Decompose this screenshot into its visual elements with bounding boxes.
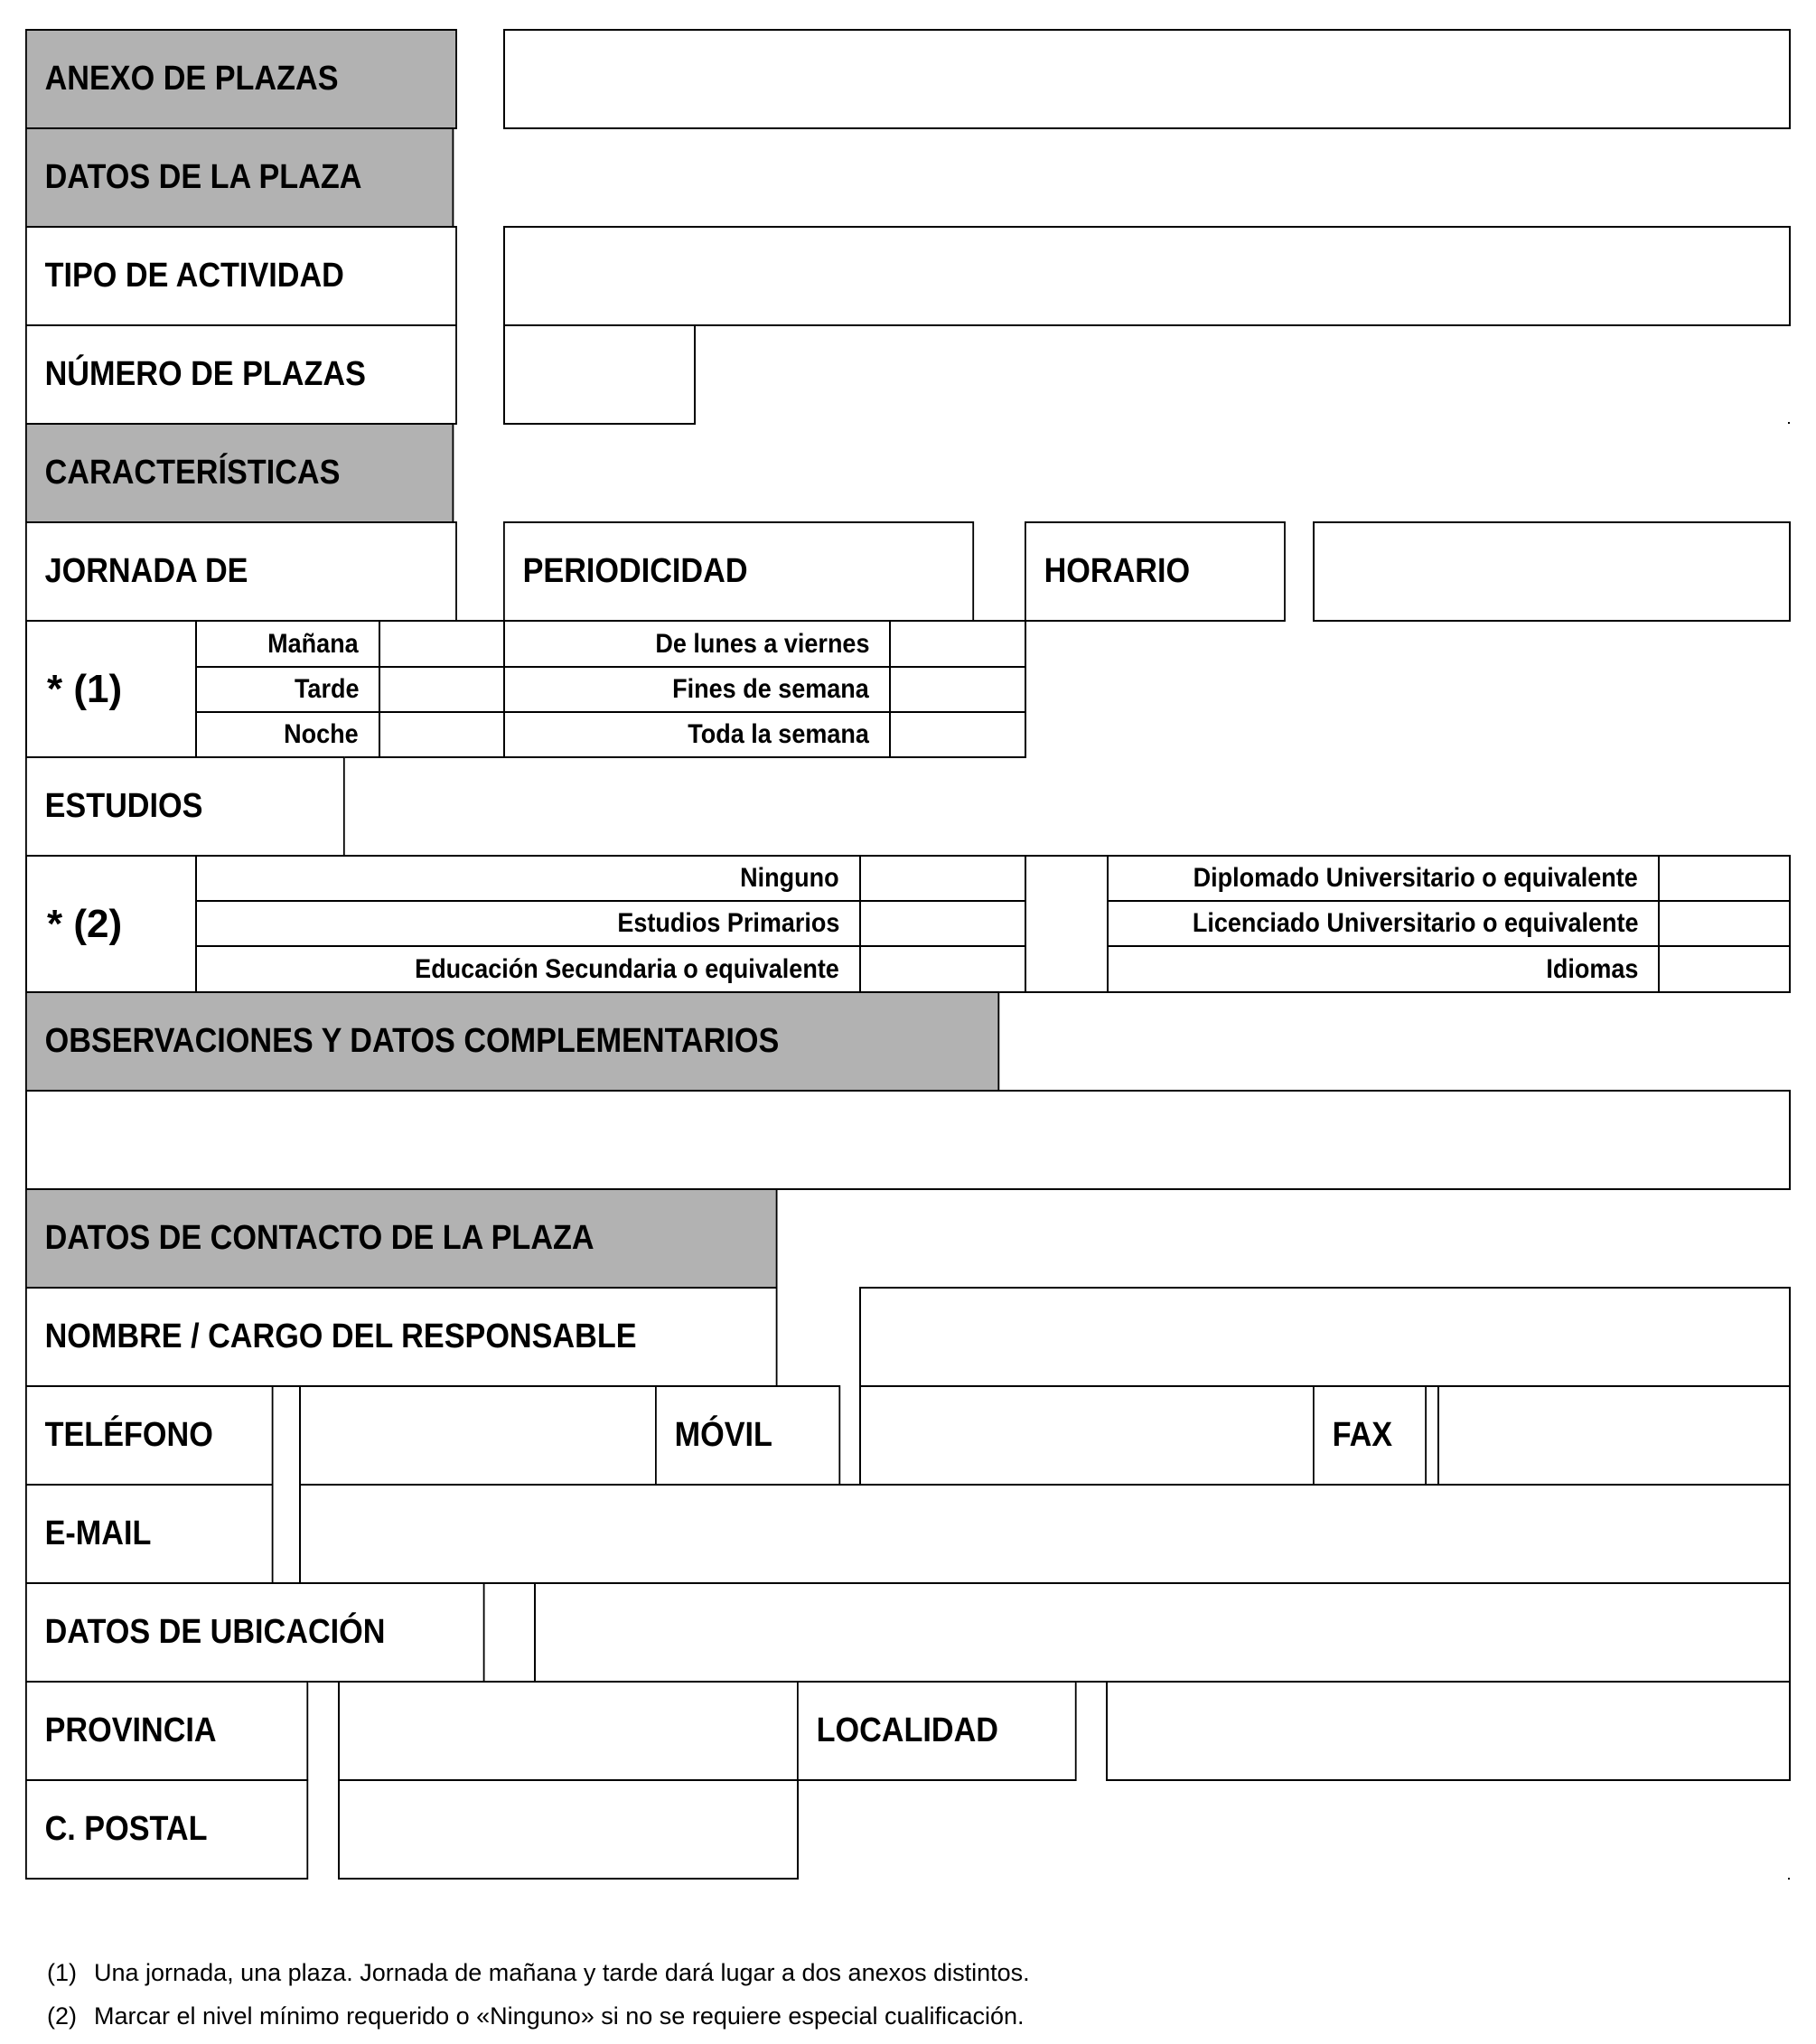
- section-plaza-heading: DATOS DE LA PLAZA: [25, 127, 454, 228]
- horario-label: HORARIO: [1025, 521, 1286, 622]
- numero-plazas-field[interactable]: [503, 324, 696, 425]
- periodicidad-option-fines-semana: Fines de semana: [503, 666, 891, 713]
- horario-field[interactable]: [1313, 521, 1791, 622]
- estudios-checkbox-secundaria[interactable]: [859, 945, 1026, 993]
- footnote-2: [47, 2002, 1025, 2030]
- caracteristicas-heading: CARACTERÍSTICAS: [25, 423, 454, 523]
- ubicacion-field[interactable]: [534, 1582, 1791, 1683]
- jornada-label: JORNADA DE: [25, 521, 457, 622]
- periodicidad-option-lunes-viernes: De lunes a viernes: [503, 620, 891, 668]
- fax-field[interactable]: [1437, 1385, 1791, 1486]
- periodicidad-checkbox-lunes-viernes[interactable]: [889, 620, 1026, 668]
- provincia-field[interactable]: [338, 1681, 799, 1781]
- estudios-option-secundaria: Educación Secundaria o equivalente: [195, 945, 861, 993]
- estudios-option-primarios: Estudios Primarios: [195, 900, 861, 947]
- estudios-checkbox-ninguno[interactable]: [859, 855, 1026, 902]
- footnote-text: Una jornada, una plaza. Jornada de mañana y tarde dará lugar a dos anexos distintos.: [94, 1959, 1030, 1986]
- movil-field[interactable]: [859, 1385, 1315, 1486]
- form-title-field[interactable]: [503, 29, 1791, 129]
- footnote-1: [47, 1959, 1030, 1987]
- footnote-marker: (2): [47, 2002, 77, 2030]
- estudios-option-idiomas: Idiomas: [1107, 945, 1660, 993]
- numero-plazas-label: NÚMERO DE PLAZAS: [25, 324, 457, 425]
- estudios-label: ESTUDIOS: [25, 756, 345, 857]
- movil-label: MÓVIL: [655, 1385, 840, 1486]
- telefono-label: TELÉFONO: [25, 1385, 274, 1486]
- responsable-field[interactable]: [859, 1287, 1791, 1387]
- jornada-checkbox-noche[interactable]: [379, 711, 505, 758]
- footnote-marker: (1): [47, 1959, 77, 1986]
- estudios-checkbox-licenciado[interactable]: [1658, 900, 1791, 947]
- telefono-field[interactable]: [299, 1385, 657, 1486]
- note-marker-2: * (2): [25, 855, 197, 993]
- jornada-checkbox-tarde[interactable]: [379, 666, 505, 713]
- estudios-checkbox-idiomas[interactable]: [1658, 945, 1791, 993]
- form-title: ANEXO DE PLAZAS: [25, 29, 457, 129]
- contacto-heading: DATOS DE CONTACTO DE LA PLAZA: [25, 1188, 778, 1289]
- estudios-checkbox-diplomado[interactable]: [1658, 855, 1791, 902]
- corner-mark: [1788, 1878, 1790, 1880]
- ubicacion-heading: DATOS DE UBICACIÓN: [25, 1582, 485, 1683]
- estudios-option-ninguno: Ninguno: [195, 855, 861, 902]
- jornada-option-manana: Mañana: [195, 620, 380, 668]
- email-field[interactable]: [299, 1484, 1791, 1584]
- periodicidad-label: PERIODICIDAD: [503, 521, 974, 622]
- jornada-option-tarde: Tarde: [195, 666, 380, 713]
- estudios-option-licenciado: Licenciado Universitario o equivalente: [1107, 900, 1660, 947]
- periodicidad-option-toda-semana: Toda la semana: [503, 711, 891, 758]
- tipo-actividad-label: TIPO DE ACTIVIDAD: [25, 226, 457, 326]
- note-marker-1: * (1): [25, 620, 197, 758]
- localidad-label: LOCALIDAD: [797, 1681, 1077, 1781]
- responsable-label: NOMBRE / CARGO DEL RESPONSABLE: [25, 1287, 778, 1387]
- fax-label: FAX: [1313, 1385, 1427, 1486]
- jornada-option-noche: Noche: [195, 711, 380, 758]
- observaciones-field[interactable]: [25, 1090, 1791, 1190]
- estudios-checkbox-primarios[interactable]: [859, 900, 1026, 947]
- observaciones-heading: OBSERVACIONES Y DATOS COMPLEMENTARIOS: [25, 991, 999, 1092]
- estudios-spacer: [1025, 855, 1109, 993]
- periodicidad-checkbox-toda-semana[interactable]: [889, 711, 1026, 758]
- email-label: E-MAIL: [25, 1484, 274, 1584]
- periodicidad-checkbox-fines-semana[interactable]: [889, 666, 1026, 713]
- jornada-checkbox-manana[interactable]: [379, 620, 505, 668]
- postal-label: C. POSTAL: [25, 1779, 308, 1880]
- tipo-actividad-field[interactable]: [503, 226, 1791, 326]
- corner-mark: [1788, 422, 1790, 424]
- provincia-label: PROVINCIA: [25, 1681, 308, 1781]
- footnote-text: Marcar el nivel mínimo requerido o «Ninguno» si no se requiere especial cualificación.: [94, 2002, 1025, 2030]
- estudios-option-diplomado: Diplomado Universitario o equivalente: [1107, 855, 1660, 902]
- localidad-field[interactable]: [1106, 1681, 1791, 1781]
- postal-field[interactable]: [338, 1779, 799, 1880]
